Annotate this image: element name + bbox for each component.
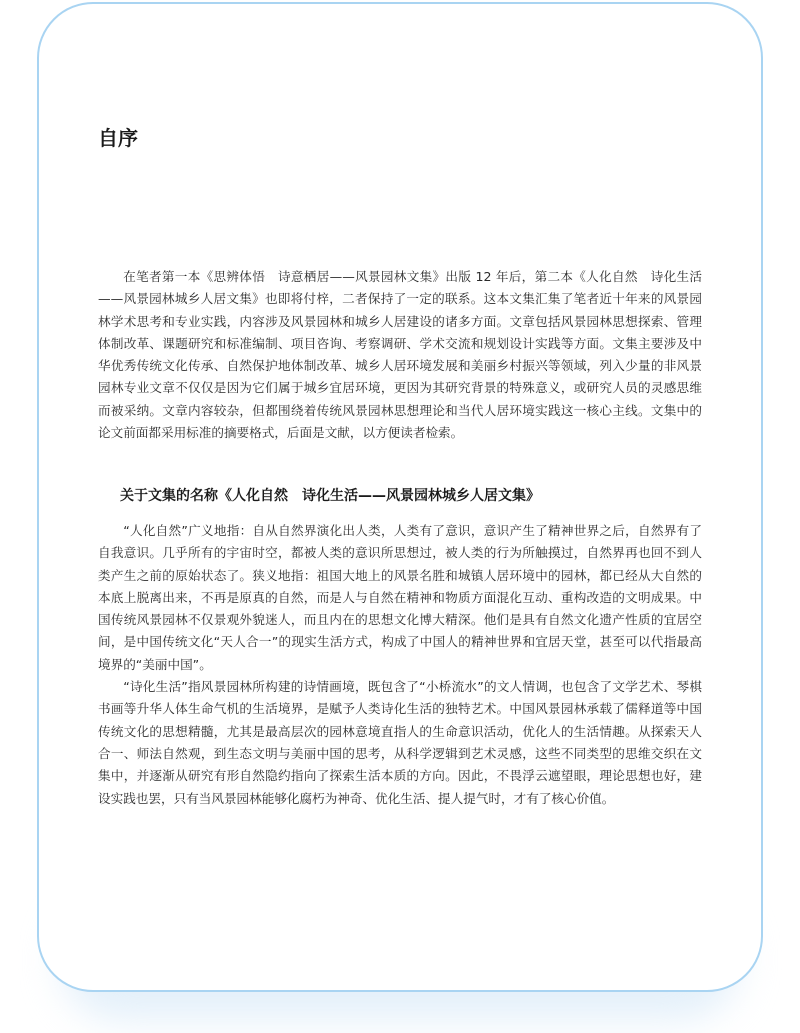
intro-paragraph: 在笔者第一本《思辨体悟 诗意栖居——风景园林文集》出版 12 年后，第二本《人化自然 诗化生活——风景园林城乡人居文集》也即将付梓，二者保持了一定的联系。这本文集汇集了笔者近十年来的风景园林学术思考和专业实践，内容涉及风景园林和城乡人居建设的诸多方面。文章包括风景园林思想探索、管理体制改革、课题研究和标准编制、项目咨询、考察调研、学术交流和规划设计实践等方面。文集主要涉及中华优秀传统文化传承、自然保护地体制改革、城乡人居环境发展和美丽乡村振兴等领域，列入少量的非风景园林专业文章不仅仅是因为它们属于城乡宜居环境，更因为其研究背景的特殊意义，或研究人员的灵感思维而被采纳。文章内容较杂，但都围绕着传统风景园林思想理论和当代人居环境实践这一核心主线。文集中的论文前面都采用标准的摘要格式，后面是文献，以方便读者检索。 bbox=[98, 269, 702, 441]
page-title: 自序 bbox=[98, 126, 138, 150]
paragraph-humanized-nature: “人化自然”广义地指：自从自然界演化出人类，人类有了意识，意识产生了精神世界之后，自然界有了自我意识。几乎所有的宇宙时空，都被人类的意识所思想过，被人类的行为所触摸过，自然界再也回不到人类产生之前的原始状态了。狭义地指：祖国大地上的风景名胜和城镇人居环境中的园林，都已经从大自然的本底上脱离出来，不再是原真的自然，而是人与自然在精神和物质方面混化互动、重构改造的文明成果。中国传统风景园林不仅景观外貌迷人，而且内在的思想文化博大精深。他们是具有自然文化遗产性质的宜居空间，是中国传统文化“天人合一”的现实生活方式，构成了中国人的精神世界和宜居天堂，甚至可以代指最高境界的“美丽中国”。 bbox=[98, 523, 702, 672]
intro-section bbox=[98, 266, 702, 444]
paragraph-poetic-life: “诗化生活”指风景园林所构建的诗情画境，既包含了“小桥流水”的文人情调，也包含了文学艺术、琴棋书画等升华人体生命气机的生活境界，是赋予人类诗化生活的独特艺术。中国风景园林承载了儒释道等中国传统文化的思想精髓，尤其是最高层次的园林意境直指人的生命意识活动，优化人的生活情趣。从探索天人合一、师法自然观，到生态文明与美丽中国的思考，从科学逻辑到艺术灵感，这些不同类型的思维交织在文集中，并逐渐从研究有形自然隐约指向了探索生活本质的方向。因此，不畏浮云遮望眼，理论思想也好，建设实践也罢，只有当风景园林能够化腐朽为神奇、优化生活、提人提气时，才有了核心价值。 bbox=[98, 679, 702, 806]
title-explanation-section bbox=[98, 520, 702, 810]
section-heading: 关于文集的名称《人化自然 诗化生活——风景园林城乡人居文集》 bbox=[120, 488, 540, 504]
